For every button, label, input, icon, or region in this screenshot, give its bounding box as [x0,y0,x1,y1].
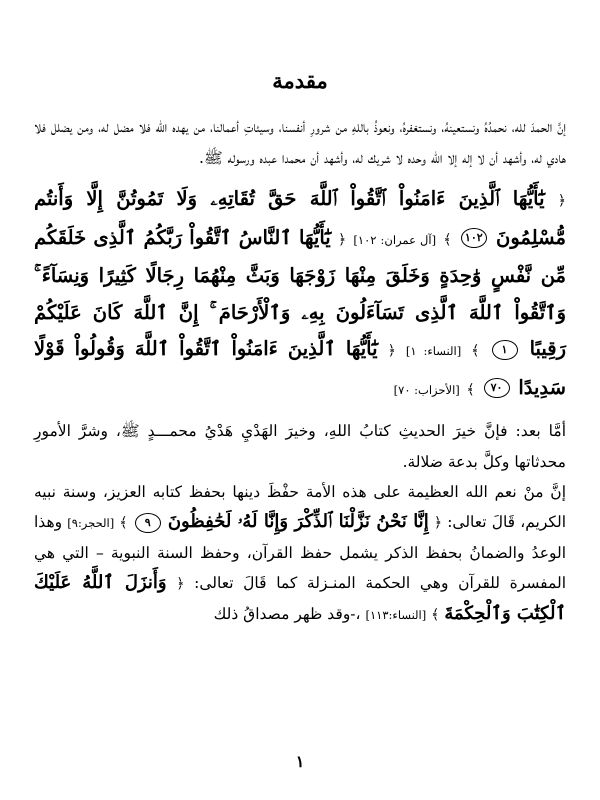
document-body [34,112,566,630]
verse-open-bracket: ﴿ [557,193,566,209]
page-number: ١ [295,752,305,771]
verse-close-bracket: ﴾ [431,607,440,623]
verse-close-bracket: ﴾ [471,343,480,359]
verse-text-1: يَٰٓأَيُّهَا ٱلَّذِينَ ءَامَنُواْ ٱتَّقُواْ ٱللَّهَ حَقَّ تُقَاتِهِۦ وَلَا تَمُوتُنَّ إِلَّا وَأَنتُم مُّسْلِمُونَ [34,187,566,249]
verse-open-bracket: ﴿ [176,576,185,592]
ayah-number-badge: ٧٠ [484,378,510,398]
verse-reference: [آل عمران: ١٠٢] [353,232,437,247]
paragraph-middle: وهذا الوعدُ والضمانُ بحفظ الذكر يشمل حفظ القرآن، وحفظ السنة النبوية – التي هي المفسرة للقرآن وهي الحكمة المنـزلة كما قَالَ تعالى: [34,513,566,592]
verse-close-bracket: ﴾ [119,515,128,531]
verse-open-bracket: ﴿ [433,515,443,531]
verse-reference: [النساء:١١٣] [365,608,427,622]
verse-reference: [الحجر:٩] [67,516,115,530]
verse-close-bracket: ﴾ [443,231,452,248]
verse-close-bracket: ﴾ [466,381,475,398]
paragraph-preservation [34,477,566,630]
verse-open-bracket: ﴿ [337,231,347,248]
ayah-number-badge: ٩ [135,513,161,533]
paragraph-amma-baad: أمَّا بعد: فإنَّ خيرَ الحديثِ كتابُ اللهِ، وخيرَ الهَدْيِ هَدْيُ محمـــدٍ ﷺ، وشرَّ الأمورِ محدثاتها وكلَّ بدعة ضلالة. [34,422,566,471]
verse-text-hijr: إِنَّا نَحْنُ نَزَّلْنَا ٱلذِّكْرَ وَإِنَّا لَهُۥ لَحَٰفِظُونَ [167,511,429,532]
intro-paragraph: إنَّ الحمدَ لله، نحمدُهُ ونستعينهُ، ونستغفرهُ، ونعوذُ باللهِ من شرورِ أنفسنا، وسيئاتِ أعمالنا، من يهده الله فلا مضل له، ومن يضلل فلا هادي له، وأشهد أن لا إله إلا الله وحده لا شريك له، وأشهد أن محمدا عبده ورسوله ﷺ. [34,118,566,167]
verse-text-3: يَٰٓأَيُّهَا ٱلَّذِينَ ءَامَنُواْ ٱتَّقُواْ ٱللَّهَ وَقُولُواْ قَوْلًا سَدِيدًا [34,337,566,399]
verse-reference: [الأحزاب: ٧٠] [393,382,460,397]
paragraph-tail: ،-وقد ظهر مصداقُ ذلك [213,605,361,623]
page-title: مقدمة [272,68,328,93]
verse-text-2: يَٰٓأَيُّهَا ٱلنَّاسُ ٱتَّقُواْ رَبَّكُمُ ٱلَّذِى خَلَقَكُم مِّن نَّفْسٍ وَٰحِدَةٍ وَخَلَقَ مِنْهَا زَوْجَهَا وَبَثَّ مِنْهُمَا رِجَالًا كَثِيرًا وَنِسَآءً ۚ وَٱتَّقُواْ ٱللَّهَ ٱلَّذِى تَسَآءَلُونَ بِهِۦ وَٱلْأَرْحَامَ ۚ إِنَّ ٱللَّهَ كَانَ عَلَيْكُمْ رَقِيبًا [34,225,567,360]
ayah-number-badge: ١٠٢ [461,228,487,248]
verse-reference: [النساء: ١] [405,344,462,358]
verse-open-bracket: ﴿ [387,343,396,359]
paragraph-lead: إنَّ منْ نعم الله العظيمة على هذه الأمة حفْظَ دينها بحفظ كتابه العزيز، وسنة نبيه الكريم، قَالَ تعالى: [34,483,566,531]
verse-text-nisa: وَأَنزَلَ ٱللَّهُ عَلَيْكَ ٱلْكِتَٰبَ وَٱلْحِكْمَةَ [34,572,566,624]
ayah-number-badge: ١ [492,340,518,360]
quran-verses-block [34,181,566,408]
